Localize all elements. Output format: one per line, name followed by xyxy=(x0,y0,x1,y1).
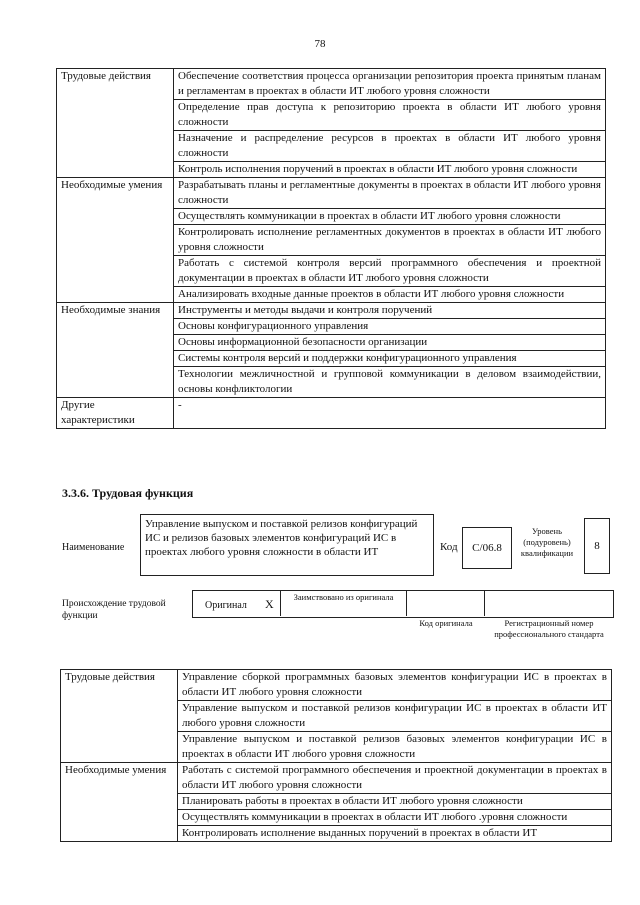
table-row xyxy=(57,303,606,319)
borrowed-label: Заимствовано из оригинала xyxy=(293,592,394,602)
competency-table-2 xyxy=(60,669,612,842)
table-cell: Контролировать исполнение выданных поручений в проектах в области ИТ xyxy=(178,826,612,842)
row-group-label: Необходимые умения xyxy=(57,178,174,303)
table-cell: Назначение и распределение ресурсов в проектах в области ИТ любого уровня сложности xyxy=(174,131,606,162)
function-name: Управление выпуском и поставкой релизов конфигураций ИС и релизов базовых элементов конфигураций ИС в проектах любого уровня сложности в области ИТ xyxy=(145,518,418,558)
table-cell: Контролировать исполнение регламентных документов в проектах в области ИТ любого уровня сложности xyxy=(174,225,606,256)
table-cell: Инструменты и методы выдачи и контроля поручений xyxy=(174,303,606,319)
section-title: 3.3.6. Трудовая функция xyxy=(62,486,194,500)
table-cell: Планировать работы в проектах в области ИТ любого уровня сложности xyxy=(178,794,612,810)
table-cell: Осуществлять коммуникации в проектах в области ИТ любого .уровня сложности xyxy=(178,810,612,826)
competency-table-1 xyxy=(56,68,606,429)
table-cell: Технологии межличностной и групповой коммуникации в деловом взаимодействии, основы конфликтологии xyxy=(174,367,606,398)
function-name-box xyxy=(140,514,434,576)
divider xyxy=(280,590,281,616)
table-cell: Осуществлять коммуникации в проектах в области ИТ любого уровня сложности xyxy=(174,209,606,225)
table-row xyxy=(57,398,606,429)
table-row xyxy=(57,69,606,100)
original-mark: X xyxy=(265,597,274,611)
table-cell: Разрабатывать планы и регламентные документы в проектах в области ИТ любого уровня сложности xyxy=(174,178,606,209)
row-group-label: Трудовые действия xyxy=(57,69,174,178)
level-box xyxy=(584,518,610,574)
table-cell: Системы контроля версий и поддержки конфигурационного управления xyxy=(174,351,606,367)
function-level: 8 xyxy=(594,540,600,552)
divider xyxy=(406,590,407,616)
divider xyxy=(484,590,485,616)
table-cell: Управление выпуском и поставкой релизов конфигурации ИС в проектах в области ИТ любого уровня сложности xyxy=(178,701,612,732)
code-box xyxy=(462,527,512,569)
page-number: 78 xyxy=(314,38,326,50)
table-cell: Основы информационной безопасности организации xyxy=(174,335,606,351)
table-row xyxy=(57,178,606,209)
origin-label: Происхождение трудовой функции xyxy=(62,599,166,621)
table-cell: Определение прав доступа к репозиторию проекта в области ИТ любого уровня сложности xyxy=(174,100,606,131)
table-row xyxy=(61,763,612,794)
table-cell: Основы конфигурационного управления xyxy=(174,319,606,335)
code-original-caption: Код оригинала xyxy=(419,618,473,628)
table-cell: Работать с системой контроля версий программного обеспечения и проектной документации в проектах в области ИТ любого уровня сложности xyxy=(174,256,606,287)
table-cell: Контроль исполнения поручений в проектах в области ИТ любого уровня сложности xyxy=(174,162,606,178)
table-cell: Работать с системой программного обеспечения и проектной документации в проектах в области ИТ любого уровня сложности xyxy=(178,763,612,794)
function-code: C/06.8 xyxy=(472,542,502,554)
table-cell: Управление выпуском и поставкой релизов базовых элементов конфигурации ИС в проектах в области ИТ любого уровня сложности xyxy=(178,732,612,763)
row-group-label: Трудовые действия xyxy=(61,670,178,763)
origin-row xyxy=(192,590,614,618)
table-row xyxy=(61,670,612,701)
original-label: Оригинал xyxy=(205,600,247,611)
table-cell: Анализировать входные данные проектов в области ИТ любого уровня сложности xyxy=(174,287,606,303)
table-cell: Обеспечение соответствия процесса организации репозитория проекта принятым планам и регламентам в проектах в области ИТ любого уровня сложности xyxy=(174,69,606,100)
name-label: Наименование xyxy=(62,542,125,553)
row-group-label: Необходимые умения xyxy=(61,763,178,842)
reg-number-caption: Регистрационный номер профессионального стандарта xyxy=(494,618,604,639)
code-label: Код xyxy=(440,541,458,553)
level-label: Уровень (подуровень) квалификации xyxy=(520,526,574,558)
table-cell: - xyxy=(174,398,606,429)
table-cell: Управление сборкой программных базовых элементов конфигурации ИС в проектах в области ИТ любого уровня сложности xyxy=(178,670,612,701)
row-group-label: Необходимые знания xyxy=(57,303,174,398)
row-group-label: Другие характеристики xyxy=(57,398,174,429)
